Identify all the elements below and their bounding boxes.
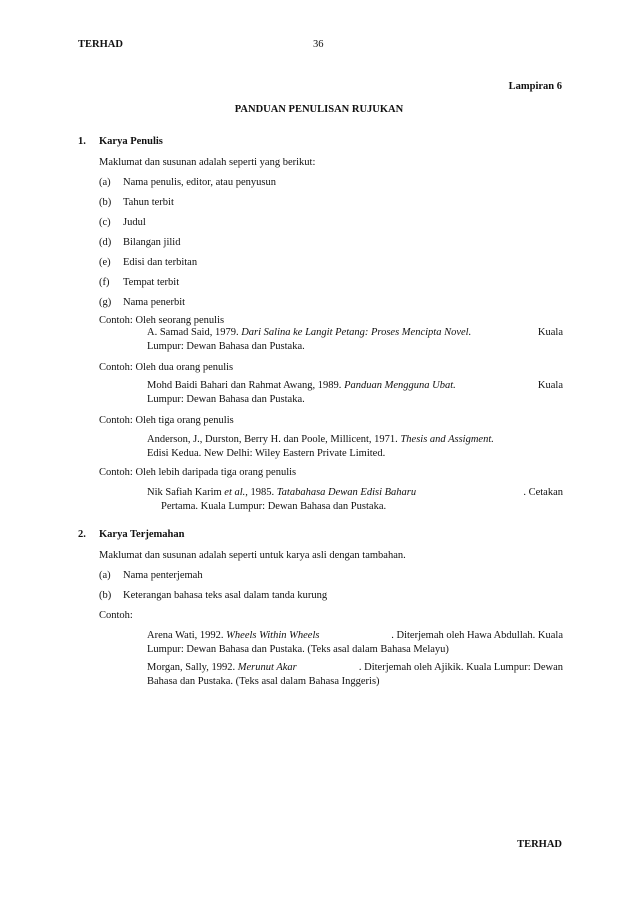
ref-trail: . Diterjemah oleh Ajikik. Kuala Lumpur: Dewan (358, 662, 563, 673)
section2-intro: Maklumat dan susunan adalah seperti untuk karya asli dengan tambahan. (99, 550, 406, 561)
list-item-label: (b) (99, 590, 112, 601)
section2-number: 2. (78, 529, 86, 540)
ref-line2: Edisi Kedua. New Delhi: Wiley Eastern Private Limited. (147, 448, 386, 459)
ref-year: , 1985. (245, 487, 277, 498)
list-item (99, 296, 185, 310)
ref-title: Tatabahasa Dewan Edisi Baharu (276, 487, 417, 498)
section1-heading: Karya Penulis (99, 136, 163, 147)
example-caption: Contoh: (99, 610, 133, 621)
list-item-text: Judul (123, 217, 146, 228)
list-item-text: Nama penerbit (123, 297, 186, 308)
ref-author: Nik Safiah Karim (147, 487, 225, 498)
ref-line2: Bahasa dan Pustaka. (Teks asal dalam Bahasa Inggeris) (147, 676, 380, 687)
example-caption: Contoh: Oleh seorang penulis (99, 315, 225, 326)
list-item (99, 236, 180, 250)
reference-entry (147, 326, 563, 354)
ref-author: Anderson, J., Durston, Berry H. dan Poole, Millicent, 1971. (147, 434, 401, 445)
list-item-text: Bilangan jilid (123, 237, 181, 248)
reference-entry (147, 629, 563, 657)
example-caption: Contoh: Oleh lebih daripada tiga orang penulis (99, 467, 297, 478)
ref-trail: . Cetakan (523, 487, 563, 498)
page-title: PANDUAN PENULISAN RUJUKAN (234, 104, 404, 115)
footer-classification: TERHAD (517, 839, 562, 850)
list-item (99, 569, 203, 583)
example-caption: Contoh: Oleh dua orang penulis (99, 362, 234, 373)
ref-title: Panduan Mengguna Ubat. (344, 380, 456, 391)
list-item-label: (d) (99, 237, 112, 248)
list-item-label: (f) (99, 277, 110, 288)
reference-entry (147, 379, 563, 407)
list-item (99, 216, 146, 230)
ref-author: A. Samad Said, 1979. (147, 327, 242, 338)
list-item-text: Tempat terbit (123, 277, 180, 288)
reference-entry (147, 486, 563, 514)
list-item-text: Keterangan bahasa teks asal dalam tanda kurung (123, 590, 328, 601)
ref-line2: Lumpur: Dewan Bahasa dan Pustaka. (Teks asal dalam Bahasa Melayu) (147, 644, 449, 655)
ref-title: Dari Salina ke Langit Petang: Proses Mencipta Novel. (241, 327, 472, 338)
list-item-label: (g) (99, 297, 112, 308)
list-item (99, 256, 197, 270)
section1-number: 1. (78, 136, 86, 147)
section2-heading: Karya Terjemahan (99, 529, 185, 540)
ref-title: Wheels Within Wheels (226, 630, 320, 641)
ref-etal: et al. (224, 487, 246, 498)
ref-trail: . Diterjemah oleh Hawa Abdullah. Kuala (391, 630, 563, 641)
section1-intro: Maklumat dan susunan adalah seperti yang berikut: (99, 157, 316, 168)
list-item-text: Tahun terbit (123, 197, 174, 208)
list-item-text: Nama penterjemah (123, 570, 203, 581)
reference-entry (147, 433, 563, 461)
list-item (99, 196, 174, 210)
ref-line2: Pertama. Kuala Lumpur: Dewan Bahasa dan Pustaka. (161, 501, 387, 512)
lampiran-label: Lampiran 6 (508, 81, 562, 92)
list-item-text: Edisi dan terbitan (123, 257, 198, 268)
header-classification: TERHAD (78, 39, 123, 50)
list-item-label: (b) (99, 197, 112, 208)
ref-line2: Lumpur: Dewan Bahasa dan Pustaka. (147, 394, 305, 405)
reference-entry (147, 661, 563, 689)
list-item-text: Nama penulis, editor, atau penyusun (123, 177, 276, 188)
ref-author: Arena Wati, 1992. (147, 630, 227, 641)
ref-title: Thesis and Assigment. (400, 434, 494, 445)
list-item (99, 589, 327, 603)
list-item-label: (a) (99, 177, 111, 188)
list-item-label: (e) (99, 257, 111, 268)
list-item-label: (a) (99, 570, 111, 581)
example-caption: Contoh: Oleh tiga orang penulis (99, 415, 234, 426)
ref-line2: Lumpur: Dewan Bahasa dan Pustaka. (147, 341, 305, 352)
list-item (99, 276, 179, 290)
list-item (99, 176, 276, 190)
page-number: 36 (313, 39, 324, 50)
ref-trail: Kuala (537, 327, 563, 338)
ref-trail: Kuala (537, 380, 563, 391)
ref-author: Morgan, Sally, 1992. (147, 662, 238, 673)
ref-author: Mohd Baidi Bahari dan Rahmat Awang, 1989. (147, 380, 345, 391)
ref-title: Merunut Akar (237, 662, 297, 673)
list-item-label: (c) (99, 217, 111, 228)
